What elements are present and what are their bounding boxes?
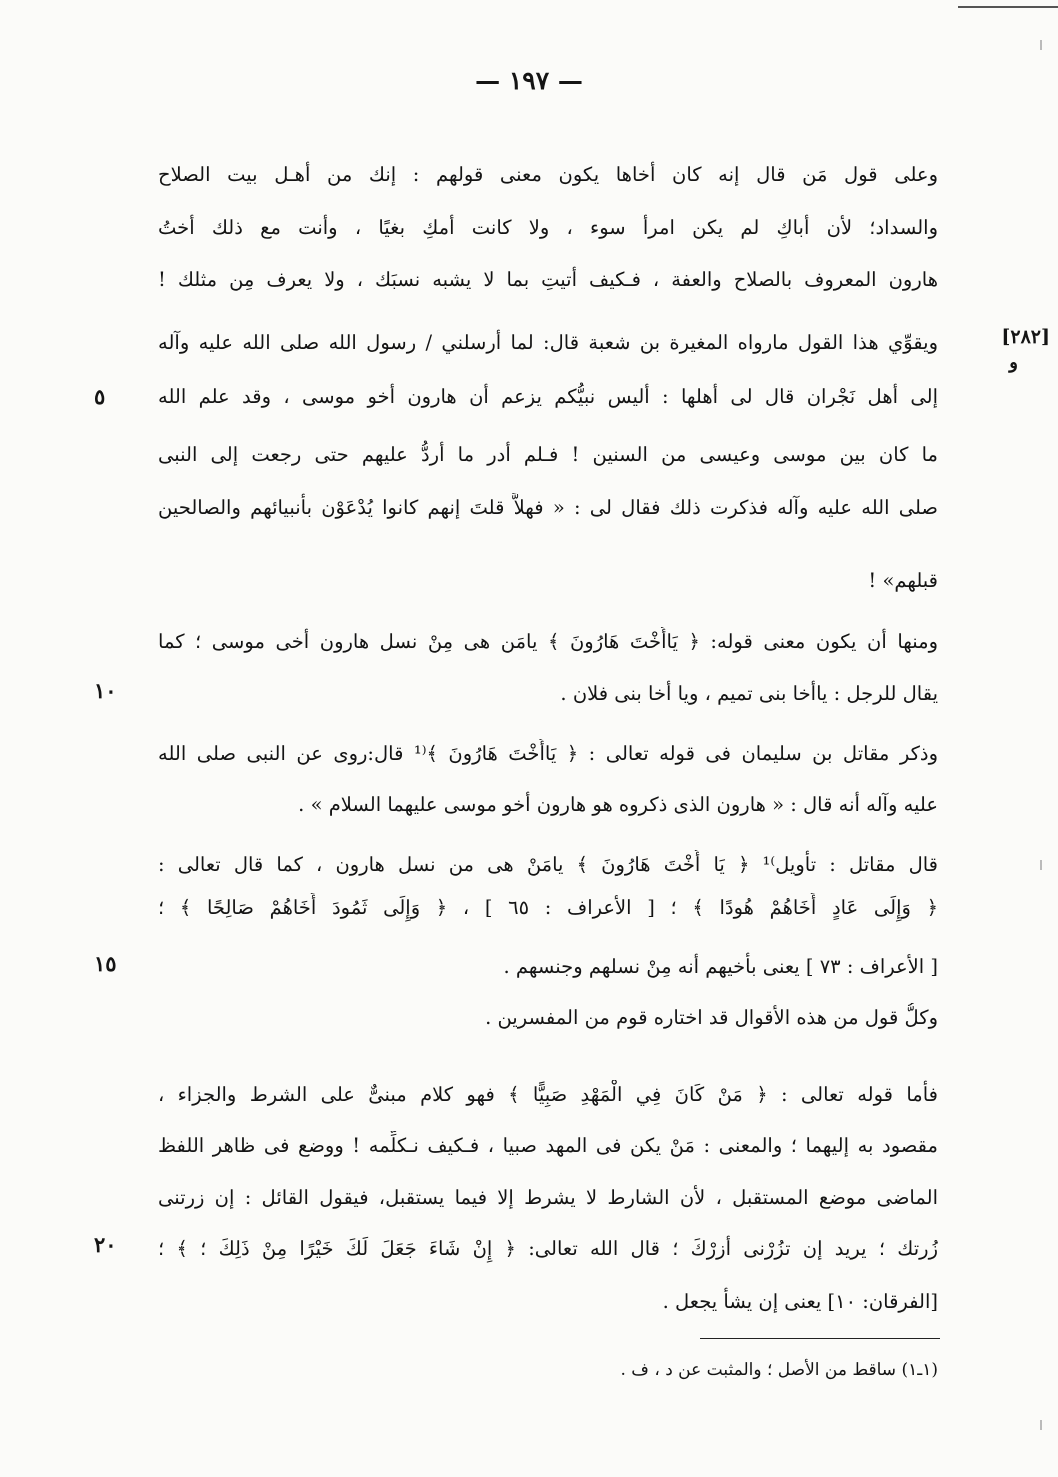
folio-number: [٢٨٢]: [1001, 326, 1050, 348]
text-line: قبلهم» !: [868, 569, 938, 592]
text-line: فأما قوله تعالى : ﴿ مَنْ كَانَ فِي الْمَهْدِ صَبِيًّا ﴾ فهو كلام مبنىٌّ على الشرط والجزاء ،: [158, 1083, 938, 1106]
edge-mark: [1040, 860, 1042, 870]
text-line: زُرتك ؛ يريد إن تزُرْنى أزرْكَ ؛ قال الله تعالى: ﴿ إِنْ شَاءَ جَعَلَ لَكَ خَيْرًا مِنْ ذَلِكَ ؛ ﴾ ؛: [158, 1237, 938, 1260]
footnote: (١ـ١) ساقط من الأصل ؛ والمثبت عن د ، ف .: [620, 1360, 938, 1380]
edge-mark: [1040, 1420, 1042, 1430]
text-line: [الفرقان: ١٠] يعنى إن يشأ يجعل .: [662, 1290, 938, 1313]
line-number: ١٠: [94, 678, 117, 703]
edge-mark: [1040, 40, 1042, 50]
text-line: [ الأعراف : ٧٣ ] يعنى بأخيهم أنه مِنْ نسلهم وجنسهم .: [503, 955, 938, 978]
line-number: ٢٠: [94, 1232, 117, 1257]
text-line: عليه وآله أنه قال : « هارون الذى ذكروه هو هارون أخو موسى عليهما السلام » .: [298, 793, 938, 816]
text-line: ما كان بين موسى وعيسى من السنين ! فـلم أدر ما أردُّ عليهم حتى رجعت إلى النبى: [158, 443, 938, 466]
text-line: ويقوِّي هذا القول مارواه المغيرة بن شعبة قال: لما أرسلني / رسول الله صلى الله عليه وآله: [158, 331, 938, 354]
text-line: قال مقاتل : تأويل⁾¹ ﴿ يَا أُخْتَ هَارُونَ ﴾ يامَنْ هى من نسل هارون ، كما قال تعالى :: [158, 853, 938, 876]
text-line: مقصود به إليهما ؛ والمعنى : مَنْ يكن فى المهد صبيا ، فـكيف نـكلِّمه ! ووضع فى ظاهر اللفظ: [158, 1134, 938, 1157]
text-line: صلى الله عليه وآله فذكرت ذلك فقال لى : « فهلاَّ قلتَ إنهم كانوا يُدْعَوْن بأنبيائهم والصالحين: [158, 496, 938, 519]
page-number: — ١٩٧ —: [475, 66, 583, 95]
text-line: وكلُّ قول من هذه الأقوال قد اختاره قوم من المفسرين .: [485, 1006, 938, 1029]
line-number: ١٥: [94, 951, 117, 976]
folio-mark: و: [1009, 352, 1018, 373]
text-line: ﴿ وَإِلَى عَادٍ أَخَاهُمْ هُودًا ﴾ ؛ [ الأعراف : ٦٥ ] ، ﴿ وَإِلَى ثَمُودَ أَخَاهُمْ صَالِحًا ﴾ ؛: [158, 896, 938, 919]
line-number: ٥: [94, 384, 106, 409]
text-line: الماضى موضع المستقبل ، لأن الشارط لا يشرط إلا فيما يستقبل، فيقول القائل : إن زرتنى: [158, 1186, 938, 1209]
top-edge-rule: [958, 6, 1058, 8]
text-line: ومنها أن يكون معنى قوله: ﴿ يَاأُخْتَ هَارُونَ ﴾ يامَن هى مِنْ نسل هارون أخى موسى ؛ كما: [158, 630, 938, 653]
text-line: والسداد؛ لأن أباكِ لم يكن امرأ سوء ، ولا كانت أمكِ بغيًا ، وأنت مع ذلك أختُ: [158, 216, 938, 239]
text-line: يقال للرجل : ياأخا بنى تميم ، ويا أخا بنى فلان .: [560, 682, 938, 705]
text-line: وعلى قول مَن قال إنه كان أخاها يكون معنى قولهم : إنك من أهـل بيت الصلاح: [158, 163, 938, 186]
text-line: وذكر مقاتل بن سليمان فى قوله تعالى : ﴿ يَاأُخْتَ هَارُونَ ﴾⁽¹ قال:روى عن النبى صلى الله: [158, 742, 938, 765]
text-line: هارون المعروف بالصلاح والعفة ، فـكيف أتيتِ بما لا يشبه نسبَك ، ولا يعرف مِن مثلك !: [158, 268, 938, 291]
footnote-separator: [700, 1338, 940, 1339]
text-line: إلى أهل نَجْران قال لى أهلها : أليس نبيُّكم يزعم أن هارون أخو موسى ، وقد علم الله: [158, 385, 938, 408]
